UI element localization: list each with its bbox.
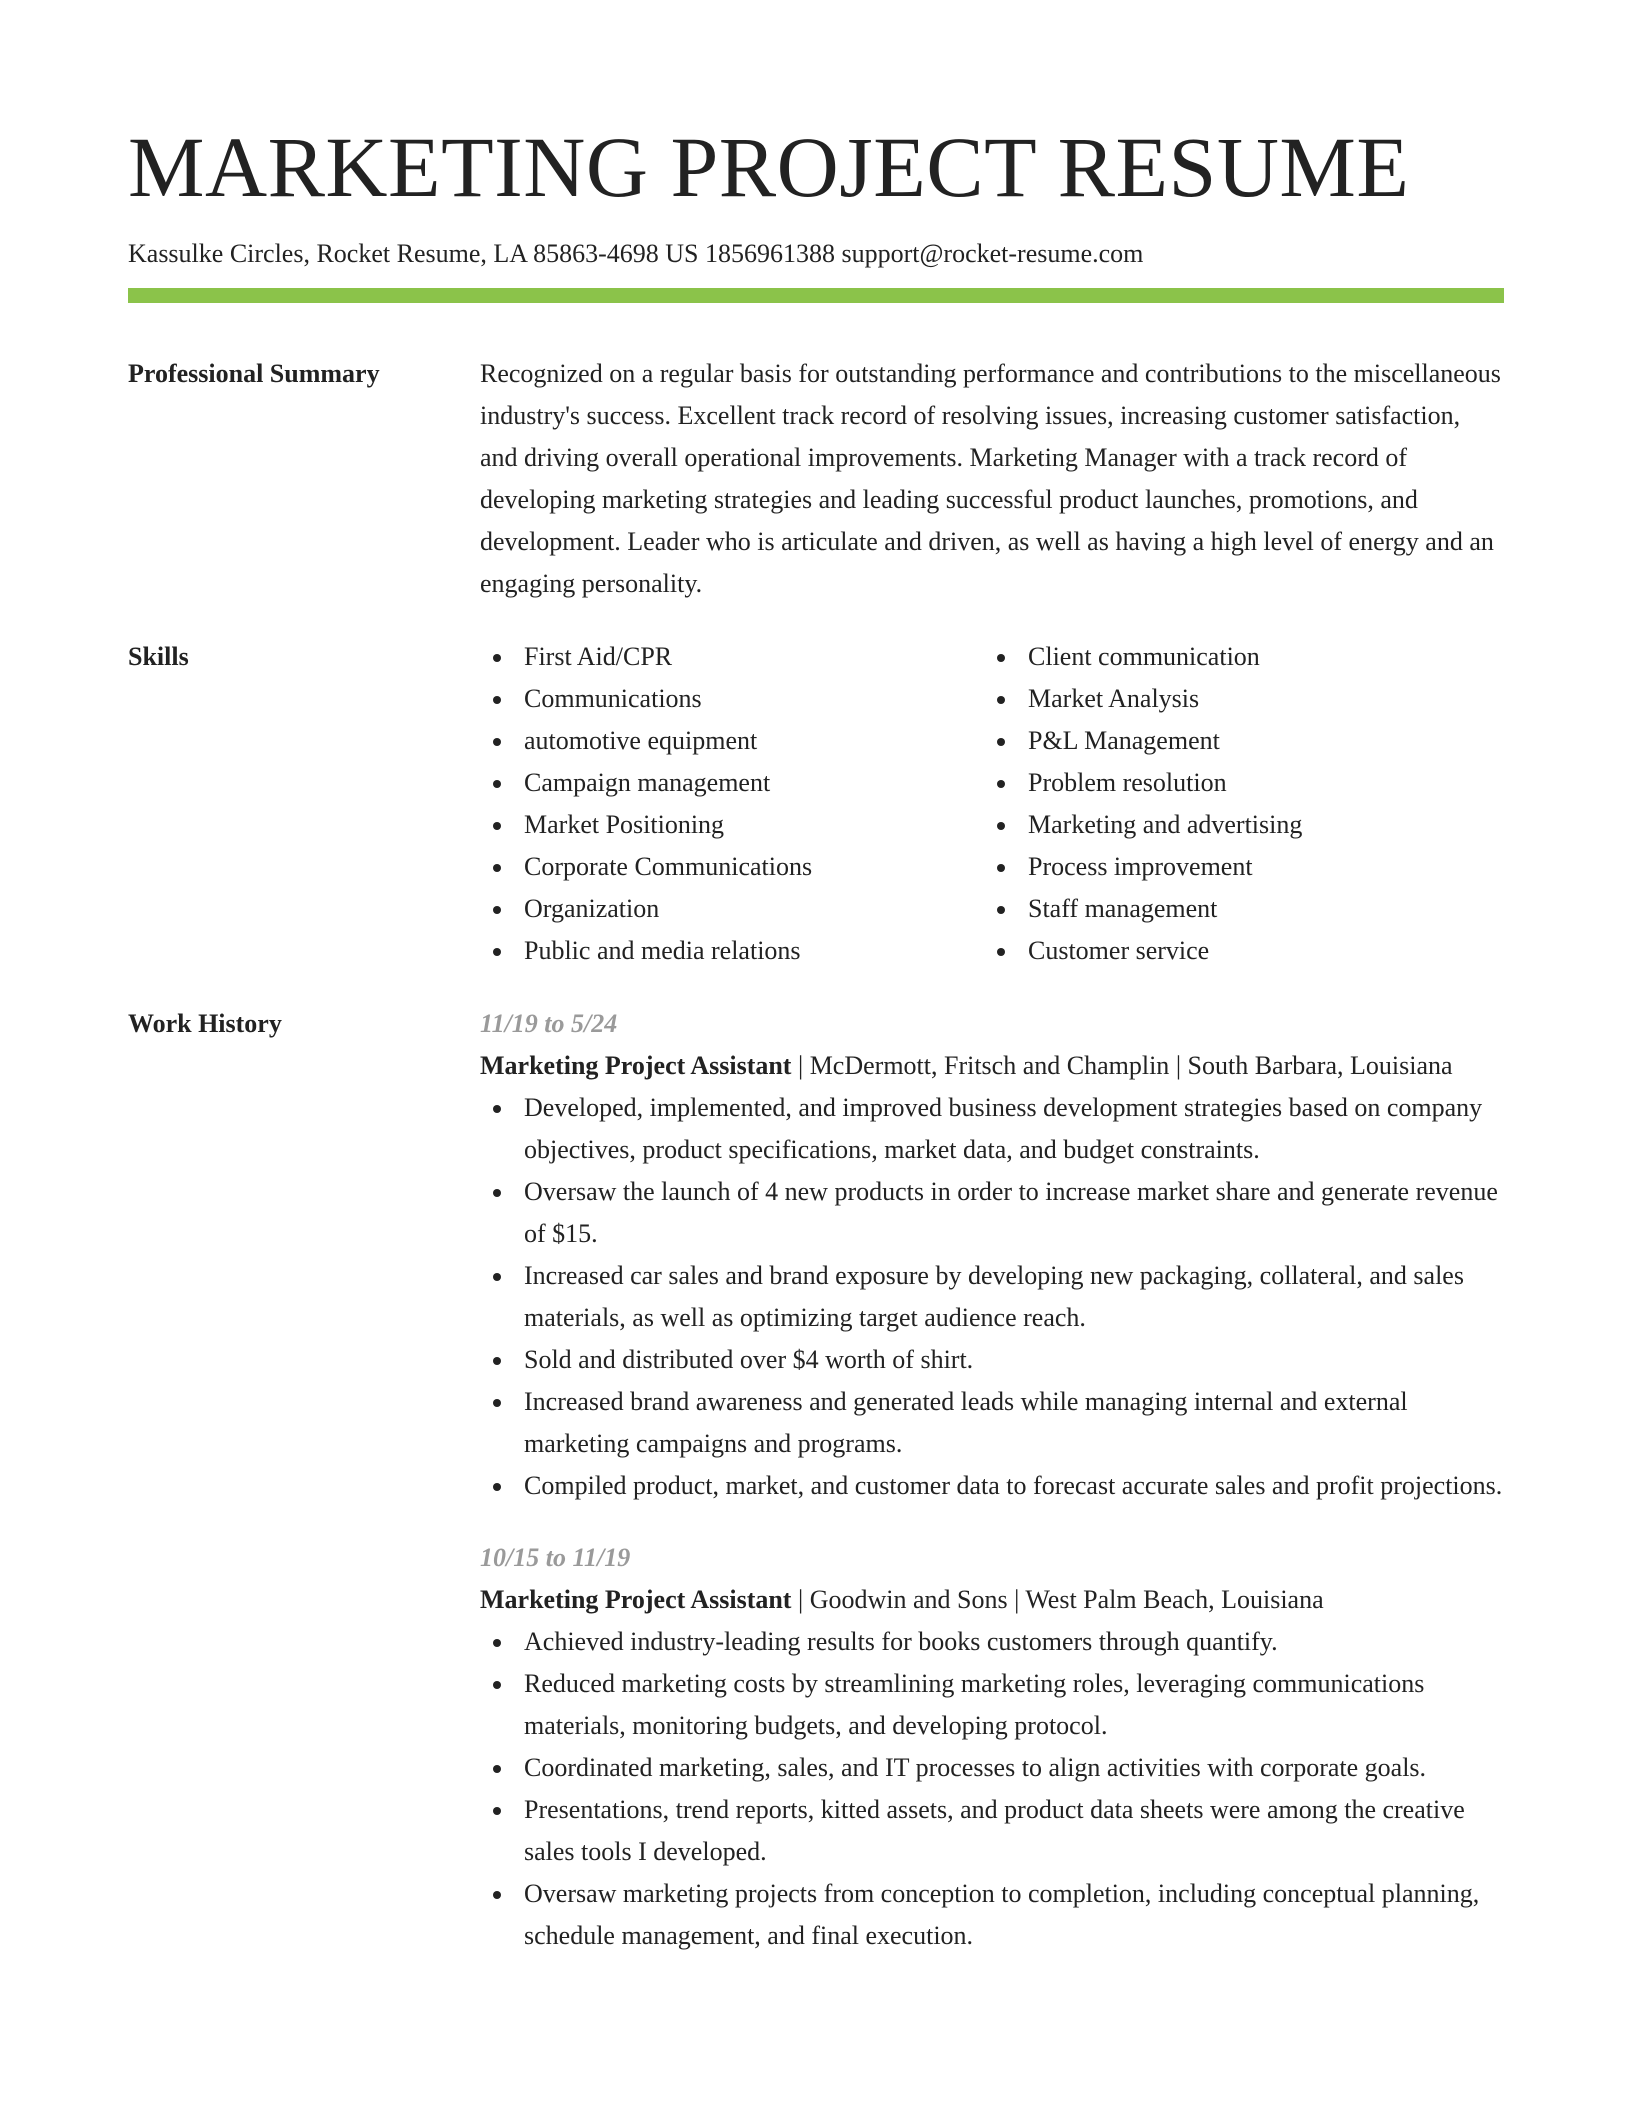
job-entry (480, 1537, 1504, 1957)
skill-item: First Aid/CPR (480, 636, 984, 678)
job-title: Marketing Project Assistant (480, 1585, 792, 1615)
section-label-work: Work History (128, 1009, 282, 1039)
job-bullet: Coordinated marketing, sales, and IT processes to align activities with corporate goals. (480, 1747, 1504, 1789)
professional-summary-section (128, 353, 1504, 605)
skill-item: Marketing and advertising (984, 804, 1488, 846)
job-bullet: Oversaw marketing projects from conception to completion, including conceptual planning, schedule management, and final execution. (480, 1873, 1504, 1957)
section-label-skills: Skills (128, 642, 189, 672)
resume-page (128, 120, 1504, 1957)
skill-item: Market Analysis (984, 678, 1488, 720)
job-bullet: Increased car sales and brand exposure by developing new packaging, collateral, and sales materials, as well as optimizing target audience reach. (480, 1255, 1504, 1339)
separator: | (1007, 1585, 1026, 1615)
skill-item: Client communication (984, 636, 1488, 678)
skill-item: P&L Management (984, 720, 1488, 762)
skill-item: Public and media relations (480, 930, 984, 972)
job-bullet: Oversaw the launch of 4 new products in order to increase market share and generate revenue of $15. (480, 1171, 1504, 1255)
job-bullet: Presentations, trend reports, kitted assets, and product data sheets were among the creative sales tools I developed. (480, 1789, 1504, 1873)
section-label-summary: Professional Summary (128, 359, 380, 389)
skill-item: Communications (480, 678, 984, 720)
job-dates: 10/15 to 11/19 (480, 1543, 631, 1573)
contact-line: Kassulke Circles, Rocket Resume, LA 85863-4698 US 1856961388 support@rocket-resume.com (128, 238, 1144, 268)
job-bullet: Developed, implemented, and improved business development strategies based on company objectives, product specifications, market data, and budget constraints. (480, 1087, 1504, 1171)
skill-item: automotive equipment (480, 720, 984, 762)
summary-text: Recognized on a regular basis for outstanding performance and contributions to the miscellaneous industry's success. Excellent track record of resolving issues, increasing customer satisfaction, and driving overall operational improvements. Marketing Manager with a track record of developing marketing strategies and leading successful product launches, promotions, and development. Leader who is articulate and driven, as well as having a high level of energy and an engaging personality. (480, 359, 1501, 599)
job-bullet-list (480, 1621, 1504, 1957)
job-heading (480, 1579, 1504, 1621)
skill-item: Problem resolution (984, 762, 1488, 804)
skill-item: Market Positioning (480, 804, 984, 846)
separator: | (791, 1585, 810, 1615)
skill-item: Customer service (984, 930, 1488, 972)
skill-item: Organization (480, 888, 984, 930)
job-title: Marketing Project Assistant (480, 1051, 792, 1081)
job-company: McDermott, Fritsch and Champlin (809, 1051, 1170, 1081)
job-bullet: Sold and distributed over $4 worth of shirt. (480, 1339, 1504, 1381)
skills-list-left (480, 636, 984, 972)
resume-title: MARKETING PROJECT RESUME (128, 119, 1410, 215)
job-bullet: Increased brand awareness and generated leads while managing internal and external marketing campaigns and programs. (480, 1381, 1504, 1465)
job-bullet: Compiled product, market, and customer data to forecast accurate sales and profit projections. (480, 1465, 1504, 1507)
job-location: South Barbara, Louisiana (1187, 1051, 1453, 1081)
job-entry (480, 1003, 1504, 1507)
work-history-section (128, 1003, 1504, 1957)
job-dates: 11/19 to 5/24 (480, 1009, 618, 1039)
skills-list-right (984, 636, 1488, 972)
skills-section (128, 636, 1504, 972)
skill-item: Staff management (984, 888, 1488, 930)
job-bullet: Achieved industry-leading results for books customers through quantify. (480, 1621, 1504, 1663)
job-bullet-list (480, 1087, 1504, 1507)
accent-divider (128, 288, 1504, 303)
job-list (480, 1003, 1504, 1957)
skill-item: Campaign management (480, 762, 984, 804)
job-location: West Palm Beach, Louisiana (1025, 1585, 1324, 1615)
job-company: Goodwin and Sons (809, 1585, 1008, 1615)
skill-item: Process improvement (984, 846, 1488, 888)
separator: | (791, 1051, 810, 1081)
separator: | (1169, 1051, 1188, 1081)
job-heading (480, 1045, 1504, 1087)
job-bullet: Reduced marketing costs by streamlining marketing roles, leveraging communications materials, monitoring budgets, and developing protocol. (480, 1663, 1504, 1747)
skill-item: Corporate Communications (480, 846, 984, 888)
